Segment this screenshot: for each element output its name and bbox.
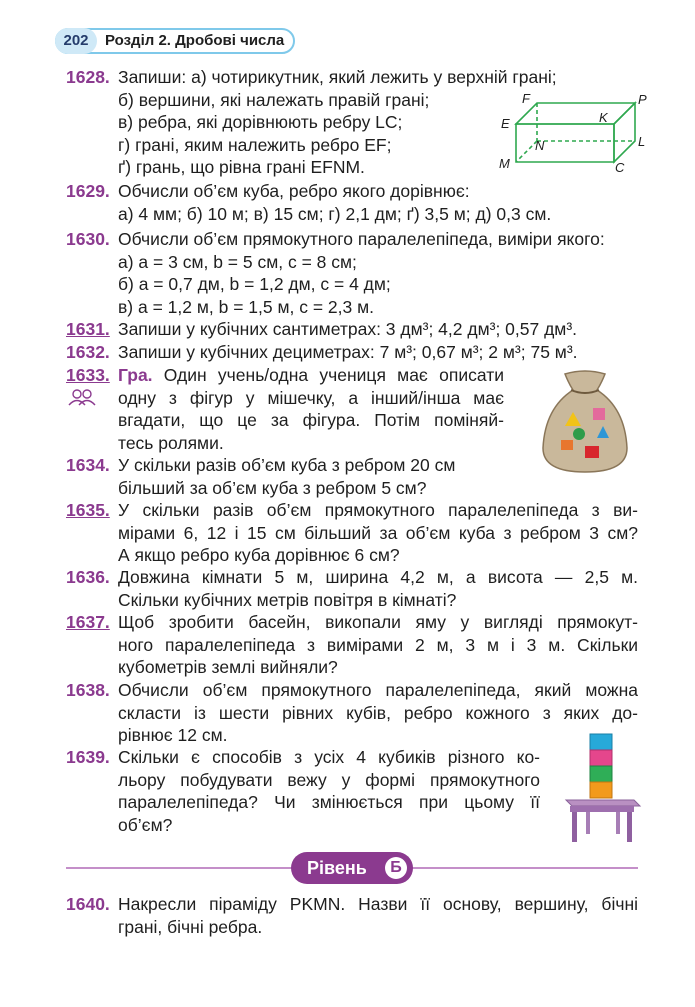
exercise-line: б) a = 0,7 дм, b = 1,2 дм, c = 4 дм; (118, 274, 391, 294)
exercise-line: ґ) грань, що рівна грані EFNM. (118, 157, 365, 177)
exercise-line: Довжина кімнати 5 м, ширина 4,2 м, а висота — 2,5 м. (118, 567, 638, 587)
exercise-line: б) вершини, які належать правій грані; (118, 89, 430, 110)
exercise-line: г) грані, яким належить ребро EF; (118, 134, 392, 155)
exercise-line: в) ребра, які дорівнюють ребру LC; (118, 112, 403, 132)
label-c: C (615, 160, 625, 175)
exercise-line: вгадати, що це за фігура. Потім поміняй- (118, 410, 504, 430)
exercise-number: 1638. (66, 680, 110, 700)
exercise-number: 1636. (66, 567, 110, 587)
exercise-line: тесь ролями. (118, 432, 224, 453)
exercise-number: 1628. (66, 67, 110, 87)
exercise-line: рівнює 12 см. (118, 725, 228, 745)
exercise-line (118, 364, 504, 387)
label-f: F (522, 92, 530, 106)
exercise-number: 1635. (66, 500, 110, 520)
exercise-line: Запиши у кубічних сантиметрах: 3 дм³; 4,2 дм³; 0,57 дм³. (118, 319, 578, 339)
exercise-line: більший за об’єм куба з ребром 5 см? (118, 477, 427, 498)
exercise-line: одну з фігур у мішечку, а інший/інша має (118, 387, 504, 408)
exercise-line: льору побудувати вежу у формі прямокутного (118, 769, 540, 790)
exercise-line: Запиши у кубічних дециметрах: 7 м³; 0,67 м³; 2 м³; 75 м³. (118, 342, 578, 362)
page-number: 202 (55, 28, 97, 54)
exercise-line: Обчисли об’єм куба, ребро якого дорівнює: (118, 181, 470, 201)
exercise-number: 1637. (66, 612, 110, 632)
exercise-number: 1640. (66, 894, 110, 914)
bag-of-shapes-image (535, 368, 635, 476)
exercise-number: 1631. (66, 319, 110, 339)
label-m: M (499, 156, 510, 171)
exercise-number: 1632. (66, 342, 110, 362)
exercise-line: ного паралелепіпеда з вимірами 2 м, 3 м і 3 м. Скільки (118, 634, 638, 655)
exercise-line: а) a = 3 см, b = 5 см, c = 8 см; (118, 251, 357, 272)
exercise-number: 1639. (66, 747, 110, 767)
exercise-line-text: Один учень/одна учениця має описати (163, 365, 504, 385)
label-l: L (638, 134, 646, 149)
exercise-line: А якщо ребро куба дорівнює 6 см? (118, 545, 400, 565)
exercise-line: в) a = 1,2 м, b = 1,5 м, c = 2,3 м. (118, 296, 375, 317)
section-title: Розділ 2. Дробові числа (105, 32, 285, 49)
exercise-line: скласти із шести рівних кубів, ребро кожного з яких до- (118, 702, 638, 723)
exercise-line: У скільки разів об’єм прямокутного паралелепіпеда з ви- (118, 500, 638, 520)
exercise-line: паралелепіпеда? Чи змінюється при цьому її (118, 792, 540, 812)
exercise-line: мірами 6, 12 і 15 см більший за об’єм куба з ребром 3 см? (118, 522, 638, 543)
exercise-line: Щоб зробити басейн, викопали яму у вигляді прямокут- (118, 612, 638, 632)
game-label: Гра. (118, 365, 153, 385)
exercise-line: Запиши: а) чотирикутник, який лежить у верхній грані; (118, 67, 557, 87)
exercise-line: кубометрів землі вийняли? (118, 657, 338, 677)
level-label: Рівень (307, 858, 367, 878)
exercise-line: У скільки разів об’єм куба з ребром 20 см (118, 455, 456, 475)
exercise-line: Накресли піраміду PKMN. Назви її основу, вершину, бічні (118, 894, 638, 914)
pair-work-icon (68, 388, 96, 406)
label-e: E (501, 116, 510, 131)
parallelepiped-figure (495, 92, 655, 176)
exercise-line: Скільки кубічних метрів повітря в кімнаті? (118, 589, 457, 610)
exercise-line: Скільки є способів з усіх 4 кубиків різного ко- (118, 747, 540, 767)
exercise-line: грані, бічні ребра. (118, 916, 263, 937)
label-k: K (599, 110, 608, 125)
exercise-line: а) 4 мм; б) 10 м; в) 15 см; г) 2,1 дм; ґ) 3,5 м; д) 0,3 см. (118, 203, 552, 224)
exercise-line: об’єм? (118, 814, 173, 835)
exercise-number: 1633. (66, 365, 110, 385)
level-badge (291, 852, 413, 884)
cube-tower-image (560, 732, 642, 844)
level-letter: Б (385, 857, 407, 879)
exercise-number: 1629. (66, 181, 110, 201)
exercise-line: Обчисли об’єм прямокутного паралелепіпеда, виміри якого: (118, 229, 605, 249)
exercise-line: Обчисли об’єм прямокутного паралелепіпеда, який можна (118, 680, 638, 700)
page-header (55, 28, 295, 54)
label-n: N (535, 138, 545, 153)
exercise-number: 1630. (66, 229, 110, 249)
label-p: P (638, 92, 647, 107)
exercise-number: 1634. (66, 455, 110, 475)
